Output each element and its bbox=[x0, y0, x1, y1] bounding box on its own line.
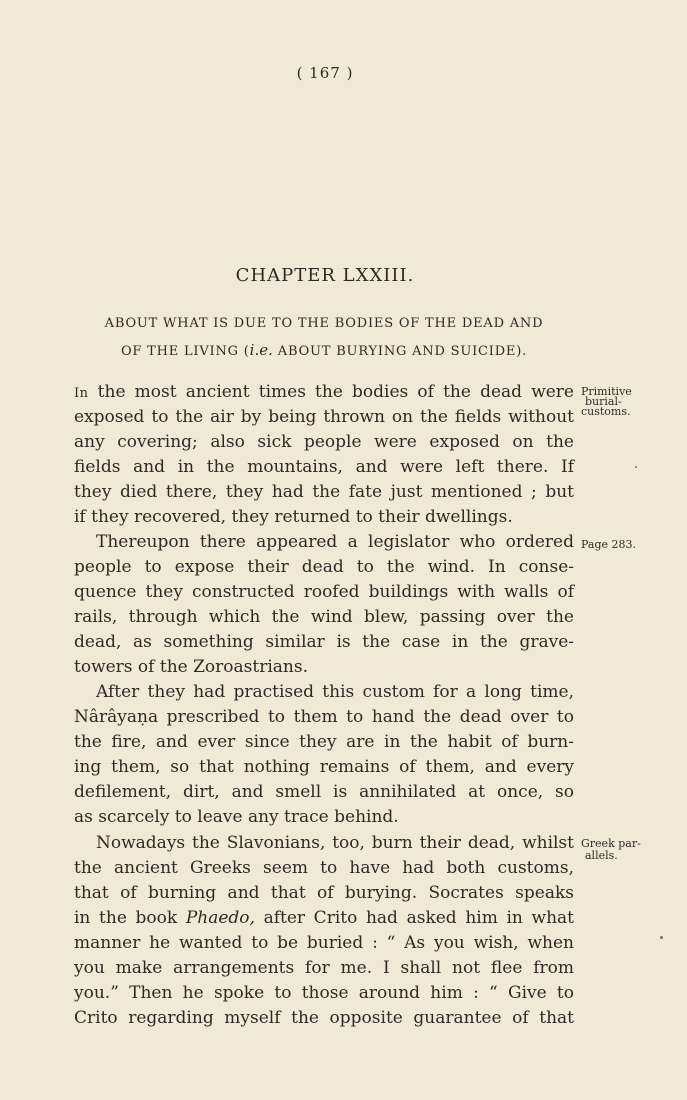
body-line: they died there, they had the fate just mentioned ; but bbox=[74, 482, 574, 502]
body-line: Nârâyaṇa prescribed to them to hand the dead over to bbox=[74, 707, 574, 727]
heading-italic: i.e. bbox=[249, 341, 273, 359]
body-line: defilement, dirt, and smell is annihilated at once, so bbox=[74, 782, 574, 802]
body-line: you.” Then he spoke to those around him : “ Give to bbox=[74, 983, 574, 1003]
paper-speck bbox=[635, 466, 637, 468]
margin-note-primitive: customs. bbox=[581, 405, 631, 418]
chapter-heading-line-1: ABOUT WHAT IS DUE TO THE BODIES OF THE DEAD AND bbox=[104, 316, 544, 331]
body-line: After they had practised this custom for a long time, bbox=[96, 682, 574, 702]
body-line: you make arrangements for me. I shall not flee from bbox=[74, 958, 574, 978]
body-line: rails, through which the wind blew, passing over the bbox=[74, 607, 574, 627]
body-line: people to expose their dead to the wind. In conse- bbox=[74, 557, 574, 577]
body-line: Thereupon there appeared a legislator who ordered bbox=[96, 532, 574, 552]
book-title-italic: Phaedo, bbox=[185, 908, 255, 928]
chapter-title: CHAPTER LXXIII. bbox=[235, 265, 415, 286]
body-line: dead, as something similar is the case in the grave- bbox=[74, 632, 574, 652]
body-line: ing them, so that nothing remains of them, and every bbox=[74, 757, 574, 777]
chapter-heading-line-2 bbox=[74, 337, 574, 365]
body-line: exposed to the air by being thrown on the fields without bbox=[74, 407, 574, 427]
body-line: the ancient Greeks seem to have had both customs, bbox=[74, 858, 574, 878]
heading-text: OF THE LIVING ( bbox=[120, 344, 250, 359]
body-line: Nowadays the Slavonians, too, burn their dead, whilst bbox=[96, 833, 574, 853]
body-line: Crito regarding myself the opposite guarantee of that bbox=[74, 1008, 574, 1028]
small-caps-initial: In bbox=[74, 386, 89, 401]
body-line: if they recovered, they returned to their dwellings. bbox=[74, 507, 513, 527]
body-line: fields and in the mountains, and were left there. If bbox=[74, 457, 574, 477]
page-number: ( 167 ) bbox=[296, 64, 354, 82]
body-text: the most ancient times the bodies of the dead were bbox=[88, 382, 574, 402]
body-line bbox=[74, 380, 574, 406]
body-line: that of burning and that of burying. Socrates speaks bbox=[74, 883, 574, 903]
body-line: quence they constructed roofed buildings with walls of bbox=[74, 582, 574, 602]
margin-note-greek: allels. bbox=[585, 849, 618, 862]
heading-text: ABOUT BURYING AND SUICIDE). bbox=[272, 344, 528, 359]
body-text: in the book bbox=[74, 908, 186, 928]
margin-note-primitive: burial- bbox=[585, 395, 622, 408]
body-line: manner he wanted to be buried : “ As you wish, when bbox=[74, 933, 574, 953]
margin-note-greek: Greek par- bbox=[581, 837, 641, 850]
body-line: towers of the Zoroastrians. bbox=[74, 657, 308, 677]
body-text: after Crito had asked him in what bbox=[254, 908, 574, 928]
margin-note-primitive: Primitive bbox=[581, 385, 632, 398]
body-line: any covering; also sick people were exposed on the bbox=[74, 432, 574, 452]
body-line bbox=[74, 906, 574, 931]
paper-speck bbox=[660, 936, 663, 939]
body-line: the fire, and ever since they are in the habit of burn- bbox=[74, 732, 574, 752]
body-line: as scarcely to leave any trace behind. bbox=[74, 807, 399, 827]
margin-note-page-ref: Page 283. bbox=[581, 538, 637, 551]
